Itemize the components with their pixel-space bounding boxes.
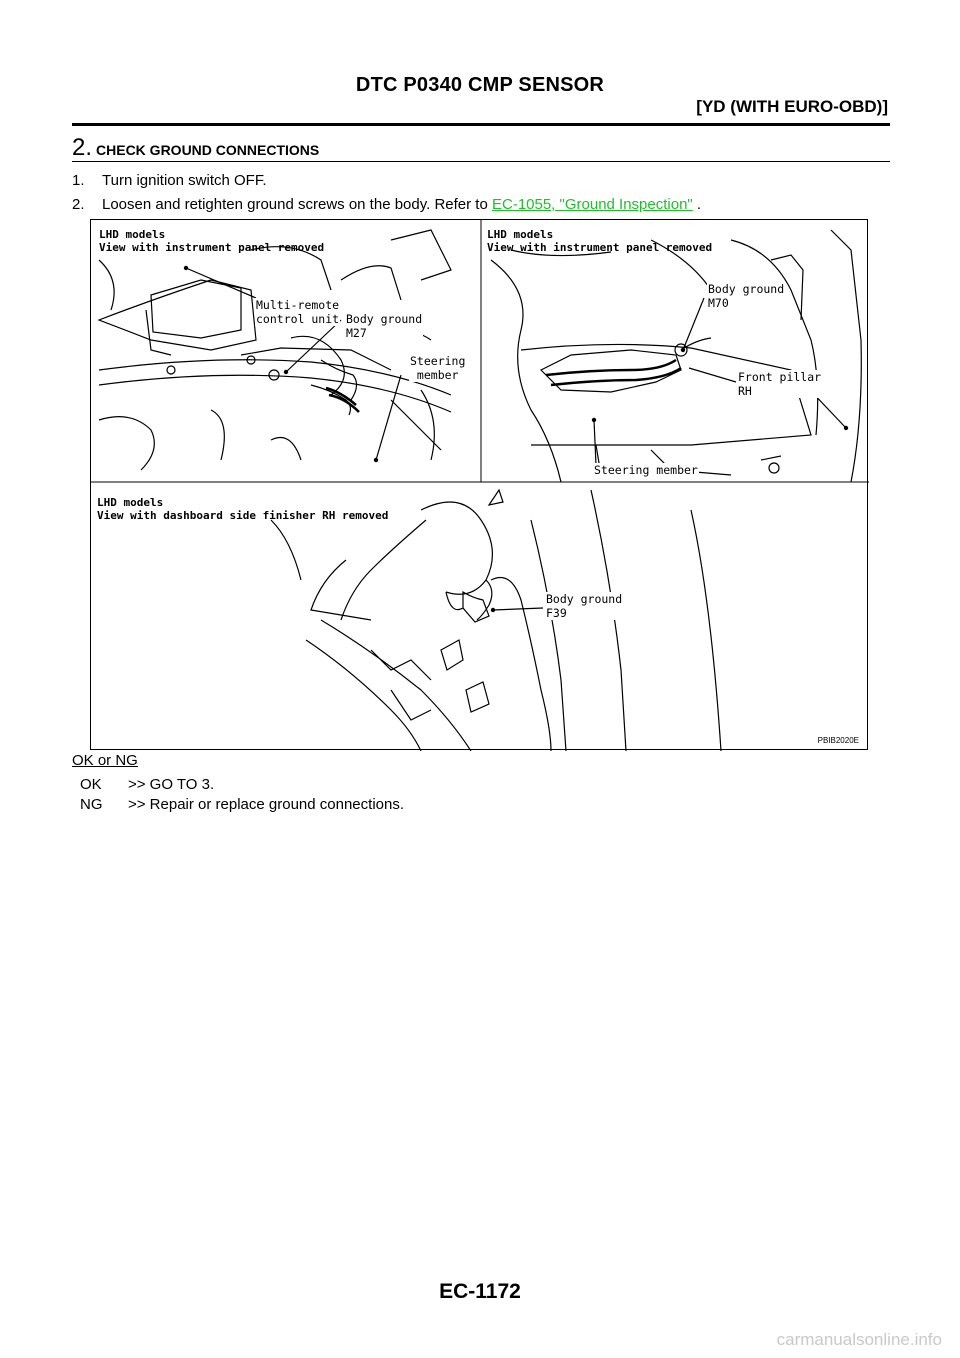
page-subtitle: [YD (WITH EURO-OBD)] xyxy=(696,97,888,116)
figure-id: PBIB2020E xyxy=(817,736,859,745)
callout-front-pillar-rh xyxy=(737,370,822,398)
header-rule xyxy=(72,123,890,126)
result-ng xyxy=(80,796,404,813)
panel1-title-line1: LHD models xyxy=(99,228,166,241)
watermark: carmanualsonline.info xyxy=(776,1330,942,1349)
callout-pillar-line1: Front pillar xyxy=(738,370,822,384)
callout-unit-line2: control unit xyxy=(256,312,340,326)
callout-pillar-line2: RH xyxy=(738,384,752,398)
panel2-title-line1: LHD models xyxy=(487,228,554,241)
result-ng-key: NG xyxy=(80,796,103,813)
callout-steering-member-1 xyxy=(409,354,466,382)
callout-member1-line2: member xyxy=(416,368,459,382)
instruction-2-number: 2. xyxy=(72,196,85,213)
panel2-title xyxy=(487,228,712,254)
step-heading xyxy=(72,134,319,162)
callout-multi-remote-unit xyxy=(255,298,340,326)
panel3-title xyxy=(97,496,388,522)
callout-f39-line1: Body ground xyxy=(546,592,623,606)
callout-body-ground-f39 xyxy=(545,592,623,620)
instruction-1-number: 1. xyxy=(72,172,85,189)
instruction-1-text: Turn ignition switch OFF. xyxy=(102,172,267,189)
step-title: CHECK GROUND CONNECTIONS xyxy=(96,142,320,158)
callout-member1-line1: Steering xyxy=(410,354,466,368)
result-ng-text: >> Repair or replace ground connections. xyxy=(128,796,405,813)
result-ok-key: OK xyxy=(80,776,102,793)
panel1-title-line2: View with instrument panel removed xyxy=(99,241,325,254)
callout-m27-line1: Body ground xyxy=(346,312,423,326)
ground-inspection-link[interactable]: EC-1055, "Ground Inspection" xyxy=(491,196,693,213)
panel2-title-line2: View with instrument panel removed xyxy=(487,241,713,254)
step-rule xyxy=(72,161,890,162)
page-number: EC-1172 xyxy=(439,1280,521,1303)
page-title: DTC P0340 CMP SENSOR xyxy=(355,74,605,96)
panel1-title xyxy=(99,228,324,254)
callout-m27-line2: M27 xyxy=(346,326,367,340)
panel3-title-line2: View with dashboard side finisher RH removed xyxy=(97,509,389,522)
callout-m70-line1: Body ground xyxy=(708,282,785,296)
result-heading: OK or NG xyxy=(72,752,138,769)
panel3-title-line1: LHD models xyxy=(97,496,164,509)
step-number: 2. xyxy=(72,134,93,161)
result-ok xyxy=(80,776,214,793)
callout-f39-line2: F39 xyxy=(546,606,567,620)
callout-m70-line2: M70 xyxy=(708,296,729,310)
instruction-2-text: Loosen and retighten ground screws on the body. Refer to xyxy=(102,196,488,213)
result-ok-text: >> GO TO 3. xyxy=(128,776,215,793)
callout-unit-line1: Multi-remote xyxy=(256,298,340,312)
instruction-2-end: . xyxy=(692,196,702,213)
instruction-2 xyxy=(72,196,701,213)
callout-body-ground-m70 xyxy=(707,282,785,310)
callout-steering-member-2: Steering member xyxy=(594,463,698,477)
callout-body-ground-m27 xyxy=(345,312,423,340)
instruction-1 xyxy=(72,172,267,189)
ground-location-figure xyxy=(90,219,868,750)
